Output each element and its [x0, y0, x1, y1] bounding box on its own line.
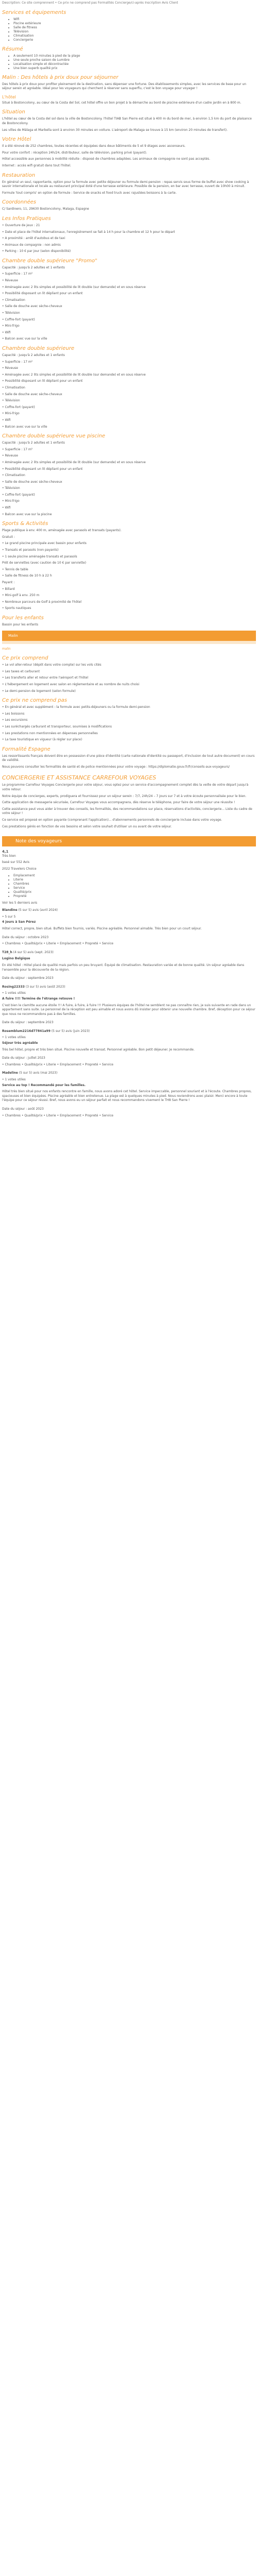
room1-item: • Réveuse	[2, 279, 18, 283]
room2-item: • Réveuse	[2, 366, 18, 370]
room1-item: • Possibilité disposant un lit dépliant pour un enfant	[2, 292, 83, 296]
list-item: • Chambres	[13, 882, 256, 886]
list-item: • Télévision	[13, 30, 256, 34]
formalites-text-2: Nous pouvons consulter les formalités de santé et de police mentionnées pour votre voyage : https://diplomatie.gouv.fr/fr/conseils-aux-voyageurs/	[2, 765, 230, 769]
review-score: • 1 votes utiles	[2, 1078, 26, 1082]
review-text: • Chambres • Qualité/prix • Literie • Emplacement • Propreté • Service	[2, 942, 114, 946]
compris-item: • Le demi-pension de logement (selon formule)	[2, 689, 76, 693]
review-item	[2, 1021, 256, 1025]
rating-criteria	[2, 874, 256, 899]
review-author: Date du séjour : septembre 2023	[2, 976, 54, 980]
hotel-section-text-1: Il a été rénové de 252 chambres, toutes récentes et équipées dans deux bâtiments de 5 et 9 étages avec ascenseurs.	[2, 144, 186, 148]
non-compris-item: • Les boissons	[2, 711, 25, 716]
rating-label: Très bien	[2, 854, 16, 858]
room3-title: Chambre double supérieure vue piscine	[2, 433, 105, 439]
room1-item: • Télévision	[2, 311, 20, 315]
restauration-text-2: Formule 'tout compris' en option de formule : Service de snacks et food truck avec rajustées boissons à la carte.	[2, 191, 177, 195]
sports-gratuit-item: • Transats et parasols (non payants)	[2, 548, 59, 552]
compris-item: • L'hébergement en logement avec salon en réglementaire et au nombre de nuits choisi	[2, 682, 139, 686]
hotel-section-title: Votre Hôtel	[2, 137, 31, 143]
list-item: • Propreté	[13, 894, 256, 899]
room2-item: • Télévision	[2, 399, 20, 403]
non-compris-item: • Les suréchargés carburant et transporteur, soumises à modifications	[2, 724, 112, 728]
room3-item: • Coffre-fort (payant)	[2, 493, 35, 497]
coordinates-title: Coordonnées	[2, 199, 36, 206]
review-date: (3 sur 5) avis (août 2023)	[25, 985, 66, 989]
rating-score: 4,1	[2, 850, 9, 854]
review-headline: Service au top ! Recommandé pour les familles.	[2, 1083, 86, 1087]
list-item: • Literie	[13, 878, 256, 882]
non-compris-item: • En général et avec supplément : la formule avec petits-déjeuners ou la formule demi-pension	[2, 705, 150, 709]
review-headline: A fuire !!!! Termine de l'étrange retouve !	[2, 996, 75, 1001]
review-item	[2, 908, 256, 931]
room3-surface: • Superficie : 17 m²	[2, 447, 33, 451]
list-item: • Localisation simple et décontractée	[13, 62, 256, 66]
review-score: • 1 votes utiles	[2, 1036, 26, 1040]
sports-gratuit-item: • 1 seule piscine aménagée transats et parasols	[2, 554, 77, 558]
list-item: • Emplacement	[13, 874, 256, 878]
room1-item: • Balcon avec vue sur la ville	[2, 337, 47, 341]
room1-title: Chambre double supérieure "Promo"	[2, 258, 98, 264]
sports-payant-item: • Mini-golf à env. 250 m	[2, 594, 40, 598]
situation-text-2: Les villes de Málaga et Marbella sont à environ 30 minutes en voiture. L'aéroport de Malaga se trouve à 15 km (environ 20 minutes de transfert).	[2, 128, 228, 132]
room1-item: • Wifi	[2, 330, 11, 334]
room3-item: • Réveuse	[2, 454, 18, 458]
sports-payant-label: Payant :	[2, 581, 15, 584]
sports-gratuit-item: • Tennis de table	[2, 567, 28, 571]
concierge-text: Ce service est proposé en option payante (comprenant l'application)... d'abonnements personnels de conciergerie incluse dans votre voyage.	[2, 818, 222, 822]
list-item: • Qualité/prix	[13, 890, 256, 894]
room1-capacity: Capacité : jusqu'à 2 adultes et 1 enfants	[2, 265, 65, 269]
situation-text-1: L'hôtel au cœur de la Costa del sol dans la ville de Bostoncolony. l'hôtel TIAB San Pierre est situé à 400 m du bord de mer, à environ 1,5 km du port de plaisance de Bostoncolony.	[2, 117, 252, 125]
hotel-label: L'hôtel	[2, 94, 16, 99]
review-author: Date du séjour : septembre 2023	[2, 1021, 54, 1025]
review-author: Madeline	[2, 1071, 18, 1075]
review-score: • 1 votes utiles	[2, 991, 26, 995]
review-author: T28_h	[2, 950, 12, 954]
room3-item: • Télévision	[2, 486, 20, 490]
restauration-title: Restauration	[2, 172, 36, 178]
concierge-text: Le programme Carrefour Voyages Conciergerie pour votre séjour, vous optez pour un service d'accompagnement complet dès la veille de votre départ jusqu'à votre retour.	[2, 783, 249, 792]
intro-text: Description: Ce site comprennent • Ce prix ne comprend pas Formalités Concierge/ci-après Inscription Avis Client	[2, 1, 179, 5]
non-compris-item: • Les excursions	[2, 718, 28, 722]
formalites-text-1: Les ressortissants français doivent être en possession d'une pièce d'identité (carte nationale d'identité ou passeport, d'inclusion de tout autre document) en cours de validité.	[2, 754, 255, 762]
room1-item: • Mini-frigo	[2, 324, 20, 328]
review-date: (5 sur 5) avis (juin 2023)	[51, 1029, 90, 1033]
room1-item: • Aménagée avec 2 lits simples et possibilité de lit double (sur demande) et en sous réserve	[2, 285, 146, 289]
sports-gratuit-label: Gratuit :	[2, 535, 15, 539]
review-author: Date du séjour : octobre 2023	[2, 935, 49, 939]
room2-item: • Aménagée avec 2 lits simples et possibilité de lit double (sur demande) et en sous réserve	[2, 372, 146, 377]
resume-list	[2, 54, 256, 71]
review-text: C'est bien le clamitte aucune étoile !!! A fuire, à fuire, à fuire !!! Plusieurs équipes de l'hôtel ne semblent ne pas connaître rien, je suis suivante en rade dans un appartement sans suite. Le personnel de la réception est peu aimable et nous avons dû insister pour obtenir une nouvelle chambre. Bref, déception pour ce séjour que nous ne recommandons pas à des familles.	[2, 1003, 255, 1016]
review-author: Date du séjour : juillet 2023	[2, 1056, 45, 1060]
review-item	[2, 1107, 256, 1118]
coordinates-text: C/ Sardinero, 11, 29630 Bostoncolony, Malaga, Espagne	[2, 207, 89, 211]
reviews-list	[2, 908, 256, 1118]
reviews-banner: Note des voyageurs	[2, 836, 256, 846]
sports-gratuit-item: • Le grand piscine principale avec bassin pour enfants	[2, 541, 87, 546]
room1-item: • Salle de douche avec sèche-cheveux	[2, 304, 62, 309]
review-text: • Chambres • Qualité/prix • Literie • Emplacement • Propreté • Service	[2, 1113, 114, 1117]
review-headline: Séjour très agréable	[2, 1041, 38, 1045]
list-item: • Service	[13, 886, 256, 890]
concierge-text: Cette assistance peut vous aider à trouver des conseils, les formalités, des recommandations sur place, réservations d'activités, conciergerie... Liste du cadre de votre séjour !	[2, 807, 252, 816]
review-author: Date du séjour : août 2023	[2, 1107, 44, 1111]
list-item: • Une bien superb qualité prix	[13, 66, 256, 71]
review-headline: 4 jours à San Pérez	[2, 920, 36, 924]
sports-payant-item: • Billard	[2, 587, 15, 591]
review-item	[2, 1029, 256, 1052]
review-item	[2, 936, 256, 946]
malin-tag: malin	[2, 647, 11, 651]
room3-item: • Climatisation	[2, 473, 25, 478]
room1-item: • Climatisation	[2, 298, 25, 302]
room2-item: • Wifi	[2, 418, 11, 422]
compris-title: Ce prix comprend	[2, 655, 49, 662]
non-compris-item: • La taxe touristique en vigueur (à régler sur place)	[2, 738, 83, 742]
room3-item: • Balcon avec vue sur la piscine	[2, 512, 52, 516]
non-compris-item: • Les prestations non mentionnées en dépenses personnelles	[2, 731, 98, 735]
pratiques-item: • Animaux de compagnie : non admis	[2, 243, 61, 247]
list-item: • Salle de fitness	[13, 26, 256, 30]
situation-title: Situation	[2, 109, 25, 115]
pratiques-item: • Date et place de l'hôtel internationaux, l'enregistrement se fait à 14 h pour la chambre et 12 h pour le départ	[2, 230, 175, 234]
sports-gratuit-item: • Salle de fitness de 10 h à 22 h	[2, 574, 52, 578]
list-item: • Une seule proche saison de Lumière	[13, 58, 256, 62]
review-text: En été hôtel : Hôtel placé de qualité mais parfois un peu bruyant. Équipé de climatisation. Restauration variée et de bonne qualité. Un séjour agréable dans l'ensemble pour la découverte de la région.	[2, 963, 245, 972]
room3-item: • Possibilité disposant un lit dépliant pour un enfant	[2, 467, 83, 471]
sports-payant-item: • Sports nautiques	[2, 606, 31, 611]
compris-item: • Les transferts aller et retour entre l'aéroport et l'hôtel	[2, 676, 88, 680]
compris-item: • Les taxes et carburant	[2, 669, 40, 673]
review-text: Hôtel très bien situé pour nos enfants rencontre en famille, nous avons adoré cet hôtel. Service impeccable, personnel souriant et à l'écoute. Chambres propres, spacieuses et bien équipées. Piscine agréable et bien entretenue. La plage est à quelques minutes à pied. Nous reviendrons avec plaisir. Merci encore à toute l'équipe pour ce séjour réussi. Bref, nous avons eu un séjour parfait et nous recommandons vivement le TH8 San Pierre !	[2, 1090, 252, 1103]
formalites-title: Formalité Espagne	[2, 746, 51, 752]
pratiques-item: • Parking : 10 € par jour (selon disponibilité)	[2, 249, 71, 253]
sports-gratuit-item: Prêt de serviettes (avec caution de 10 € par serviette)	[2, 561, 86, 565]
page	[0, 0, 258, 1132]
reviews-count-link[interactable]: Voir les 5 derniers avis	[2, 901, 38, 905]
review-item	[2, 985, 256, 1017]
review-date: (5 sur 5) avis (avril 2024)	[18, 908, 58, 912]
room3-item: • Salle de douche avec sèche-cheveux	[2, 480, 62, 484]
review-headline: Logino Belgique	[2, 957, 30, 961]
hotel-section-text-2: Pour votre confort : réception 24h/24, distributeur, salle de télévision, parking privé (payant).	[2, 150, 147, 155]
room2-item: • Climatisation	[2, 385, 25, 389]
review-date: (4 sur 5) avis (sept. 2023)	[13, 950, 54, 954]
hotel-text: Situé à Bostoncolony, au cœur de la Costa del Sol, cet hôtel offre un bon projet à la démarche au bord de piscine extérieure d'un cadre jardin en à 800 m.	[2, 100, 241, 105]
restauration-text-1: En général un seul, rapportante, option pour la formule avec petite déjeuner ou formule demi-pension : repas servis sous forme de buffet avec show cooking à savoir internationale et locale au restaurant principal doté d'une terrasse extérieure. Possible de la pension, en bar avec terrasse, ouvert de 10h00 à minuit.	[2, 180, 249, 189]
review-date: (5 sur 5) avis (mai 2023)	[19, 1071, 58, 1075]
list-item: • Conciergerie	[13, 38, 256, 42]
review-author: Blandine	[2, 908, 18, 912]
concierge-text: Notre équipe de concierges, experts, prodiguera et fournissez pour un séjour serein : 7/7, 24h/24 – 7 jours sur 7 et à votre écoute personnalisée pour le bien.	[2, 794, 247, 798]
enfants-title: Pour les enfants	[2, 615, 44, 621]
services-title: Services et équipements	[2, 9, 67, 15]
review-score: • 5 sur 5	[2, 914, 16, 919]
review-text: Hôtel correct, propre, bien situé. Buffets bien fournis, variés. Piscine agréable. Personnel aimable. Très bien pour un court séjour.	[2, 926, 202, 930]
rating-source-2: 2022 Travelers Choice	[2, 867, 37, 871]
review-item	[2, 1056, 256, 1067]
review-text: • Chambres • Qualité/prix • Literie • Emplacement • Propreté • Service	[2, 1062, 114, 1066]
list-item: • Climatisation	[13, 34, 256, 38]
mali-intro-text: Des hôtels à prix doux pour profiter pleinement de la destination, sans dépenser une fortune. Des établissements simples, avec les services de base pour un séjour serein et agréable. Idéal pour les voyageurs qui cherchent à réserver sans superflu, c'est le bon voyage pour voyager !	[2, 82, 247, 91]
room2-item: • Possibilité disposant un lit dépliant pour un enfant	[2, 379, 83, 383]
room2-surface: • Superficie : 17 m²	[2, 360, 33, 364]
list-item: • Piscine extérieure	[13, 22, 256, 26]
room1-surface: • Superficie : 17 m²	[2, 272, 33, 276]
review-author: Rosemblum2216d77841a99	[2, 1029, 51, 1033]
room2-item: • Mini-frigo	[2, 412, 20, 416]
compris-item: • Le vol aller-retour (dépôt dans votre compte) sur les vols cités	[2, 663, 102, 667]
hotel-section-text-3: Hôtel accessible aux personnes à mobilité réduite : disposé de chambres adaptées. Les animaux de compagnie ne sont pas acceptés.	[2, 157, 211, 161]
rating-source: basé sur 552 Avis	[2, 860, 29, 865]
list-item: • A seulement 10 minutes à pied de la plage	[13, 54, 256, 58]
mali-intro-title: Malin : Des hôtels à prix doux pour séjourner	[2, 74, 119, 80]
services-list	[2, 18, 256, 42]
room3-item: • Mini-frigo	[2, 499, 20, 503]
review-text: Très bel hôtel, propre et très bien situé. Piscine nouvelle et transat. Personnel agréable. Bon petit déjeuner. Je recommande.	[2, 1047, 195, 1052]
concierge-text: Ces prestations gérés en fonction de vos besoins et selon votre souhait d'utiliser un ou avant de votre séjour.	[2, 824, 172, 828]
resume-title: Résumé	[2, 46, 23, 52]
malin-tab[interactable]: Malin	[2, 631, 256, 641]
enfants-text: Bassin pour les enfants	[2, 622, 39, 626]
room2-title: Chambre double supérieure	[2, 346, 74, 351]
room1-item: • Coffre-fort (payant)	[2, 317, 35, 321]
sports-payant-item: • Nombreux parcours de Golf à proximité de l'hôtel	[2, 600, 82, 604]
room2-item: • Coffre-fort (payant)	[2, 405, 35, 409]
list-item: • Wifi	[13, 18, 256, 22]
concierge-title: CONCIERGERIE ET ASSISTANCE CARREFOUR VOYAGES	[2, 774, 156, 782]
hotel-section-text-4: Internet : accès wifi gratuit dans tout l'hôtel.	[2, 163, 71, 167]
review-item	[2, 951, 256, 972]
room2-item: • Salle de douche avec sèche-cheveux	[2, 392, 62, 396]
pratiques-item: • A proximité : arrêt d'autobus et de taxi	[2, 236, 66, 241]
sports-intro: Plage publique à env. 400 m, aménagée avec parasols et transats (payants).	[2, 529, 122, 533]
pratiques-title: Les Infos Pratiques	[2, 215, 51, 222]
non-compris-title: Ce prix ne comprend pas	[2, 698, 67, 704]
review-item	[2, 976, 256, 981]
sports-title: Sports & Activités	[2, 521, 49, 527]
room2-item: • Balcon avec vue sur la ville	[2, 425, 47, 429]
malin-panel	[2, 641, 256, 644]
concierge-text: Cette application de messagerie sécurisée, Carrefour Voyages vous accompagnera, dès réserve le téléphone, pour faire de votre séjour une réussite !	[2, 801, 235, 805]
room3-item: • Wifi	[2, 506, 11, 510]
review-author: Rosing22333	[2, 985, 25, 989]
room3-capacity: Capacité : jusqu'à 2 adultes et 1 enfants	[2, 441, 65, 445]
room2-capacity: Capacité : jusqu'à 2 adultes et 1 enfants	[2, 353, 65, 357]
room3-item: • Aménagée avec 2 lits simples et possibilité de lit double (sur demande) et en sous réserve	[2, 460, 146, 464]
review-item	[2, 1071, 256, 1103]
pratiques-item: • Ouverture de jeux : 21	[2, 223, 40, 227]
